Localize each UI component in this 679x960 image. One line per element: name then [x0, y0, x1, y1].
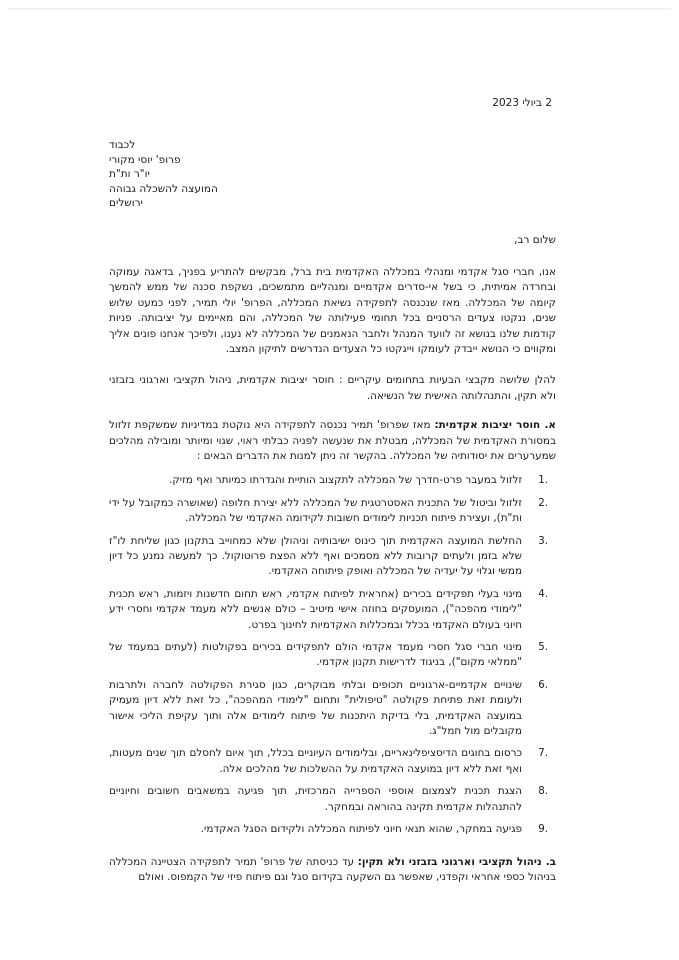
section-b-heading-paragraph [109, 855, 556, 886]
list-item: החלשת המועצה האקדמית תוך כינוס ישיבותיה וניהולן שלא כמחוייב בתקנון כגון שליחת לו"ז שלא בזמן ולעתים קרובות ללא מסמכים ואף ללא הפצת פרוטוקול. כך למעשה נמנע כל דיון ממשי וגלוי על יעדיה של המכללה ואופק פיתוחה האקדמי. [109, 535, 522, 578]
list-item: שינויים אקדמיים-ארגוניים תכופים ובלתי מבוקרים, כגון סגירת הפקולטה לחברה ולתרבות ולעומת זאת פתיחת פקולטה "טיפולית" ותחום "לימודי המהפכה", כל זאת ללא דיון מעמיק במועצה האקדמית, בלי בדיקת היתכנות של פיתוח לימודים אלה ותוך עקיפת הליכי אישור מקובלים מול חמל"ג. [109, 679, 522, 737]
list-item: זלזול במעבר פרט-חדרך של המכללה לתקצוב הותיית והגדרתו כמיותר ואף מזיק. [169, 474, 522, 487]
section-b-intro-text: עד כניסתה של פרופ' תמיר לתפקידה הצטיינה המכללה בניהול כספי אחראי וקפדני, שאפשר גם השקעה בקידום סגל וגם פיתוח פיזי של הקמפוס. ואולם [109, 855, 556, 883]
intro-paragraph: אנו, חברי סגל אקדמי ומנהלי במכללה האקדמית בית ברל, מבקשים להתריע בפניך, בדאגה עמוקה ובחרדה אמיתית, כי בשל אי-סדרים אקדמיים ומנהליים מתמשכים, נשקפת סכנה של ממש להמשך קיומה של המכללה. מאז שנכנסה לתפקידה נשיאת המכללה, הפרופ' יולי תמיר, לפני כמעט שלוש שנים, ננקטו צעדים הרסניים בכל תחומי פעילותה של המכללה, והם מאיימים על יציבותה. פניות קודמות שלנו בנושא זה לוועד המנהל ולחבר הנאמנים של המכללה לא נענו, ולפיכך אנחנו פונים אליך ומקווים כי הנושא ייבדק לעומקו וייגקטו כל הצעדים הנדרשים לתיקון המצב. [109, 265, 556, 355]
addressee-line-organization: המועצה להשכלה גבוהה [109, 182, 218, 195]
addressee-line-title: יו"ר ות"ת [109, 168, 150, 181]
list-item: כרסום בחוגים הדיסציפלינאריים, ובלימודים העיוניים בכלל, תוך איום לחסלם תוך שנים מעטות, ואף זאת ללא דיון במועצה האקדמית על ההשלכות של מהלכים אלה. [109, 747, 522, 775]
list-item: מינוי בעלי תפקידים בכירים (אחראית לפיתוח אקדמי, ראש תחום חדשנות ויזמות, ראש תכנית "לימודי מהפכה"), המועסקים בחוזה אישי מיטיב – כולם אנשים ללא מעמד אקדמי וחסרי ידע חיוני בעולם האקדמי בכלל ובמכללות האקדמיות לחינוך בפרט. [109, 588, 522, 631]
addressee-block [109, 138, 570, 211]
section-a-item-list [109, 473, 556, 837]
list-item: הצגת תכנית לצמצום אוספי הספרייה המרכזית, תוך פגיעה במשאבים חשובים וחיוניים להתנהלות אקדמית תקינה בהוראה ובמחקר. [109, 785, 522, 813]
section-a-heading-paragraph [109, 418, 556, 464]
scan-edge [8, 8, 671, 10]
addressee-line-city: ירושלים [109, 197, 143, 210]
section-a-intro-text: מאז שפרופ' תמיר נכנסה לתפקידה היא נוקטת במדיניות שמשקפת זלזול במסורת האקדמית של המכללה, מבטלת את שנעשה לפניה כבלתי ראוי, שגוי ומיותר ומובילה מהלכים שמערערים את יסודותיה של המכללה. בהקשר זה ניתן למנות את הדברים הבאים : [109, 419, 556, 463]
list-item: זלזול וביטול של התכנית האסטרטגית של המכללה ללא יצירת חלופה (שאושרה כמקובל על ידי ות"ת), ועצירת פיתוח תכניות לימודים חשובות לקידומה האקדמי של המכללה. [109, 497, 522, 525]
letter-date: 2 ביולי 2023 [492, 97, 552, 109]
section-a-label: א. חוסר יציבות אקדמית: [434, 419, 556, 432]
section-b-label: ב. ניהול תקציבי וארגוני בזבזני ולא תקין: [357, 855, 556, 868]
list-item: פגיעה במחקר, שהוא תנאי חיוני לפיתוח המכללה ולקידום הסגל האקדמי. [200, 823, 522, 836]
letter-content [109, 96, 570, 894]
list-item: מינוי חברי סגל חסרי מעמד אקדמי הולם לתפקידים בכירים בפקולטות (לעתים במעמד של "ממלאי מקום"), בניגוד לדרישות תקנון אקדמי. [109, 641, 522, 669]
addressee-line-name: פרופ' יוסי מקורי [109, 153, 181, 166]
addressee-line-salutation: לכבוד [109, 139, 136, 151]
overview-paragraph: להלן שלושה מקבצי הבעיות בתחומים עיקריים : חוסר יציבות אקדמית, ניהול תקציבי וארגוני בזבזני ולא תקין, והתנהלותה האישית של הנשיאה. [109, 374, 556, 402]
letter-greeting: שלום רב, [514, 233, 556, 246]
